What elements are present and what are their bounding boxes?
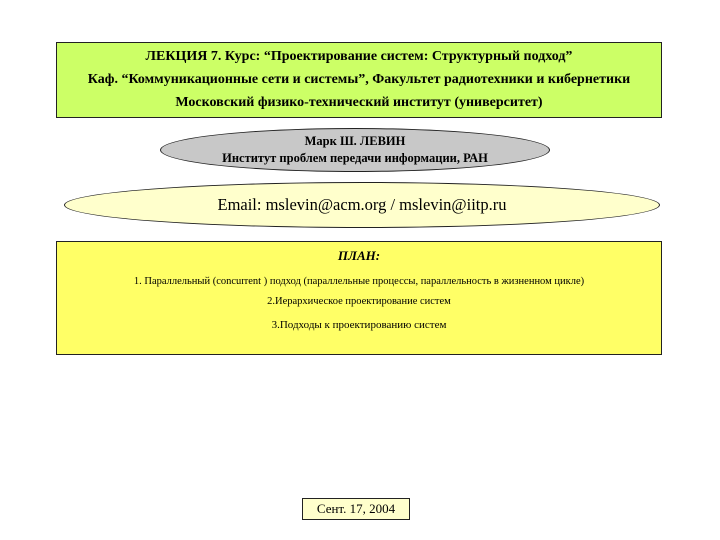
- plan-item-2: 2.Иерархическое проектирование систем: [267, 296, 451, 307]
- author-ellipse: [160, 128, 550, 172]
- author-affiliation: Институт проблем передачи информации, РАН: [222, 151, 488, 165]
- department-line: Каф. “Коммуникационные сети и системы”, Факультет радиотехники и кибернетики: [87, 71, 631, 87]
- date-text: Сент. 17, 2004: [316, 501, 396, 516]
- author-name: Марк Ш. ЛЕВИН: [304, 134, 406, 148]
- institute-line: Московский физико-технический институт (университет): [175, 95, 543, 111]
- email-ellipse: [64, 182, 660, 228]
- plan-item-1: 1. Параллельный (concurrent ) подход (параллельные процессы, параллельность в жизненном цикле): [133, 276, 585, 287]
- plan-title: ПЛАН:: [337, 248, 381, 263]
- email-text: Email: mslevin@acm.org / mslevin@iitp.ru: [217, 195, 507, 214]
- plan-block: [56, 241, 662, 355]
- plan-item-3: 3.Подходы к проектированию систем: [271, 319, 447, 331]
- date-block: [302, 498, 410, 520]
- title-block: [56, 42, 662, 118]
- lecture-title: ЛЕКЦИЯ 7. Курс: “Проектирование систем: Структурный подход”: [145, 48, 573, 64]
